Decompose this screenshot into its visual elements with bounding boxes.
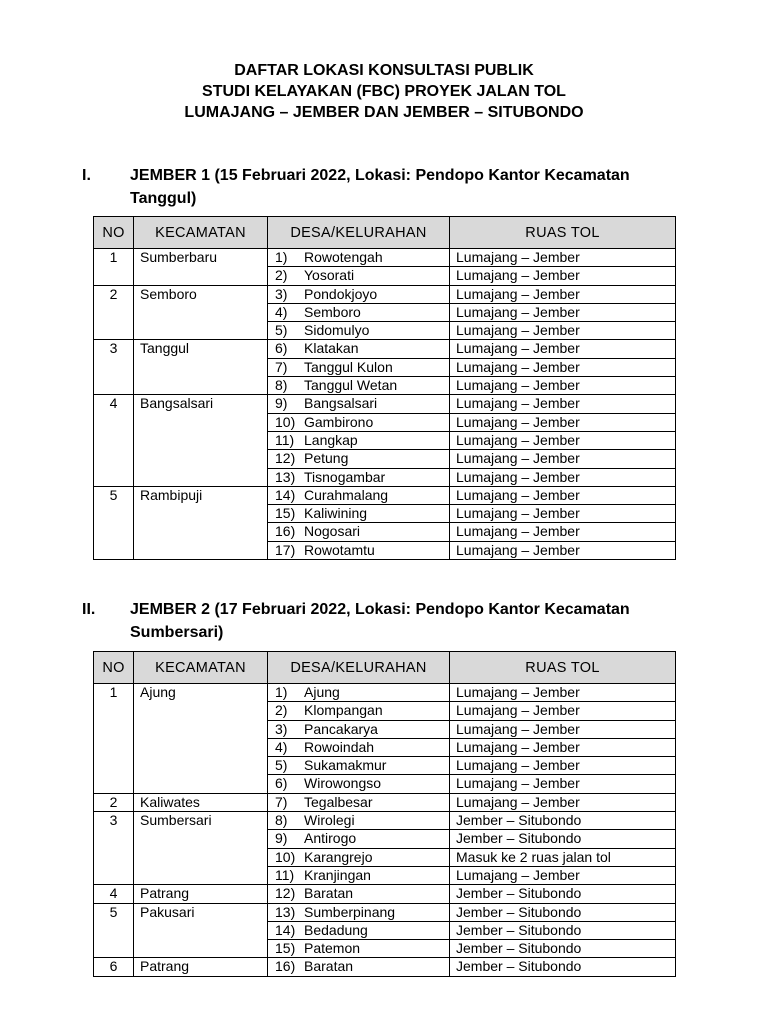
cell-no — [94, 757, 134, 775]
desa-index: 7) — [275, 358, 288, 375]
desa-name: Yosorati — [304, 267, 355, 284]
cell-desa — [268, 413, 450, 431]
desa-index: 4) — [275, 303, 288, 320]
desa-index: 6) — [275, 340, 288, 357]
section-number: I. — [82, 167, 91, 184]
desa-name: Pondokjoyo — [304, 285, 378, 302]
table-row — [94, 775, 676, 793]
col-header-desa: DESA/KELURAHAN — [268, 217, 450, 249]
table-row — [94, 958, 676, 976]
desa-index: 10) — [275, 413, 296, 430]
cell-desa — [268, 720, 450, 738]
desa-name: Tanggul Kulon — [304, 358, 393, 375]
cell-no: 1 — [94, 684, 134, 702]
cell-desa — [268, 523, 450, 541]
section-number: II. — [82, 601, 96, 618]
desa-name: Wirolegi — [304, 812, 355, 829]
cell-no: 2 — [94, 793, 134, 811]
cell-kecamatan — [134, 267, 268, 285]
cell-ruas-tol: Lumajang – Jember — [450, 468, 676, 486]
table-row — [94, 738, 676, 756]
desa-index: 4) — [275, 738, 288, 755]
cell-desa — [268, 848, 450, 866]
cell-desa — [268, 267, 450, 285]
table-row — [94, 303, 676, 321]
desa-name: Langkap — [304, 431, 358, 448]
cell-no: 2 — [94, 285, 134, 303]
desa-index: 15) — [275, 505, 296, 522]
cell-no — [94, 738, 134, 756]
cell-no — [94, 431, 134, 449]
document-title — [0, 60, 768, 123]
desa-name: Sukamakmur — [304, 757, 387, 774]
table-row — [94, 358, 676, 376]
cell-kecamatan — [134, 431, 268, 449]
cell-ruas-tol: Lumajang – Jember — [450, 775, 676, 793]
cell-kecamatan — [134, 450, 268, 468]
cell-ruas-tol: Lumajang – Jember — [450, 702, 676, 720]
desa-index: 8) — [275, 812, 288, 829]
cell-no — [94, 505, 134, 523]
cell-desa — [268, 541, 450, 559]
cell-kecamatan — [134, 738, 268, 756]
cell-desa — [268, 684, 450, 702]
cell-ruas-tol: Lumajang – Jember — [450, 358, 676, 376]
cell-desa — [268, 322, 450, 340]
col-header-kecamatan: KECAMATAN — [134, 217, 268, 249]
desa-index: 15) — [275, 940, 296, 957]
table-row — [94, 486, 676, 504]
cell-desa — [268, 395, 450, 413]
desa-index: 16) — [275, 958, 296, 975]
location-table-2 — [93, 651, 676, 977]
cell-kecamatan — [134, 702, 268, 720]
cell-kecamatan — [134, 358, 268, 376]
cell-kecamatan — [134, 505, 268, 523]
cell-kecamatan — [134, 940, 268, 958]
cell-desa — [268, 340, 450, 358]
location-table-1 — [93, 216, 676, 560]
cell-desa — [268, 757, 450, 775]
cell-kecamatan — [134, 322, 268, 340]
cell-ruas-tol: Jember – Situbondo — [450, 921, 676, 939]
cell-ruas-tol: Lumajang – Jember — [450, 322, 676, 340]
table-row — [94, 921, 676, 939]
desa-name: Tanggul Wetan — [304, 377, 398, 394]
cell-no: 5 — [94, 486, 134, 504]
desa-index: 9) — [275, 395, 288, 412]
cell-no — [94, 541, 134, 559]
table-body-1 — [94, 249, 676, 560]
table-row — [94, 848, 676, 866]
table-row — [94, 885, 676, 903]
cell-desa — [268, 830, 450, 848]
cell-ruas-tol: Lumajang – Jember — [450, 395, 676, 413]
table-header-row — [94, 217, 676, 249]
desa-name: Pancakarya — [304, 720, 378, 737]
table-row — [94, 903, 676, 921]
desa-name: Bedadung — [304, 921, 368, 938]
cell-no — [94, 866, 134, 884]
cell-kecamatan — [134, 720, 268, 738]
cell-ruas-tol: Lumajang – Jember — [450, 285, 676, 303]
cell-desa — [268, 431, 450, 449]
cell-kecamatan — [134, 848, 268, 866]
desa-index: 14) — [275, 921, 296, 938]
cell-kecamatan: Kaliwates — [134, 793, 268, 811]
cell-ruas-tol: Lumajang – Jember — [450, 720, 676, 738]
cell-desa — [268, 303, 450, 321]
desa-index: 5) — [275, 322, 288, 339]
cell-ruas-tol: Lumajang – Jember — [450, 413, 676, 431]
cell-no: 3 — [94, 340, 134, 358]
cell-ruas-tol: Lumajang – Jember — [450, 866, 676, 884]
desa-index: 7) — [275, 793, 288, 810]
desa-name: Curahmalang — [304, 486, 389, 503]
desa-name: Semboro — [304, 303, 361, 320]
cell-desa — [268, 377, 450, 395]
cell-no — [94, 720, 134, 738]
desa-name: Klatakan — [304, 340, 359, 357]
section-title: JEMBER 2 (17 Februari 2022, Lokasi: Pendopo Kantor Kecamatan Sumbersari) — [130, 601, 630, 641]
cell-desa — [268, 486, 450, 504]
cell-ruas-tol: Lumajang – Jember — [450, 793, 676, 811]
cell-desa — [268, 958, 450, 976]
cell-no — [94, 830, 134, 848]
cell-ruas-tol: Lumajang – Jember — [450, 249, 676, 267]
cell-ruas-tol: Jember – Situbondo — [450, 958, 676, 976]
cell-kecamatan — [134, 523, 268, 541]
desa-name: Tegalbesar — [304, 793, 373, 810]
desa-name: Klompangan — [304, 702, 383, 719]
desa-name: Patemon — [304, 940, 361, 957]
table-row — [94, 413, 676, 431]
cell-no — [94, 940, 134, 958]
cell-no — [94, 921, 134, 939]
cell-kecamatan: Ajung — [134, 684, 268, 702]
cell-desa — [268, 450, 450, 468]
table-row — [94, 812, 676, 830]
table-body-2 — [94, 684, 676, 977]
cell-kecamatan — [134, 303, 268, 321]
cell-no — [94, 523, 134, 541]
table-row — [94, 720, 676, 738]
col-header-desa: DESA/KELURAHAN — [268, 652, 450, 684]
desa-name: Rowotamtu — [304, 541, 375, 558]
desa-index: 16) — [275, 523, 296, 540]
desa-index: 10) — [275, 848, 296, 865]
cell-kecamatan: Sumberbaru — [134, 249, 268, 267]
desa-name: Ajung — [304, 684, 340, 700]
desa-index: 14) — [275, 486, 296, 503]
desa-name: Petung — [304, 450, 349, 467]
col-header-no: NO — [94, 652, 134, 684]
table-row — [94, 684, 676, 702]
cell-desa — [268, 249, 450, 267]
desa-index: 12) — [275, 450, 296, 467]
col-header-no: NO — [94, 217, 134, 249]
table-row — [94, 793, 676, 811]
cell-desa — [268, 285, 450, 303]
desa-index: 2) — [275, 267, 288, 284]
cell-ruas-tol: Lumajang – Jember — [450, 340, 676, 358]
section-title: JEMBER 1 (15 Februari 2022, Lokasi: Pendopo Kantor Kecamatan Tanggul) — [130, 167, 630, 207]
table-row — [94, 940, 676, 958]
cell-no — [94, 322, 134, 340]
cell-ruas-tol: Jember – Situbondo — [450, 940, 676, 958]
cell-ruas-tol: Jember – Situbondo — [450, 830, 676, 848]
desa-name: Tisnogambar — [304, 468, 386, 485]
desa-name: Bangsalsari — [304, 395, 378, 412]
cell-kecamatan — [134, 377, 268, 395]
cell-kecamatan: Rambipuji — [134, 486, 268, 504]
col-header-kecamatan: KECAMATAN — [134, 652, 268, 684]
desa-name: Nogosari — [304, 523, 361, 540]
cell-kecamatan — [134, 757, 268, 775]
cell-no: 1 — [94, 249, 134, 267]
desa-index: 1) — [275, 249, 288, 265]
table-row — [94, 267, 676, 285]
desa-name: Kranjingan — [304, 866, 371, 883]
cell-no: 3 — [94, 812, 134, 830]
desa-index: 13) — [275, 903, 296, 920]
desa-index: 11) — [275, 866, 295, 883]
cell-desa — [268, 702, 450, 720]
cell-ruas-tol: Lumajang – Jember — [450, 523, 676, 541]
cell-kecamatan — [134, 866, 268, 884]
table-row — [94, 541, 676, 559]
desa-name: Karangrejo — [304, 848, 373, 865]
cell-desa — [268, 812, 450, 830]
desa-name: Kaliwining — [304, 505, 368, 522]
table-row — [94, 340, 676, 358]
cell-desa — [268, 903, 450, 921]
cell-ruas-tol: Masuk ke 2 ruas jalan tol — [450, 848, 676, 866]
desa-name: Sidomulyo — [304, 322, 370, 339]
cell-ruas-tol: Lumajang – Jember — [450, 486, 676, 504]
cell-no — [94, 413, 134, 431]
desa-name: Wirowongso — [304, 775, 382, 792]
cell-kecamatan — [134, 921, 268, 939]
cell-desa — [268, 775, 450, 793]
cell-desa — [268, 738, 450, 756]
cell-desa — [268, 505, 450, 523]
cell-no — [94, 848, 134, 866]
cell-ruas-tol: Lumajang – Jember — [450, 431, 676, 449]
cell-kecamatan: Tanggul — [134, 340, 268, 358]
desa-name: Rowoindah — [304, 738, 375, 755]
table-row — [94, 450, 676, 468]
cell-ruas-tol: Lumajang – Jember — [450, 684, 676, 702]
cell-kecamatan: Sumbersari — [134, 812, 268, 830]
cell-desa — [268, 940, 450, 958]
cell-no: 5 — [94, 903, 134, 921]
cell-ruas-tol: Lumajang – Jember — [450, 757, 676, 775]
table-row — [94, 431, 676, 449]
desa-name: Sumberpinang — [304, 903, 396, 920]
cell-no — [94, 377, 134, 395]
cell-no — [94, 267, 134, 285]
table-header-row — [94, 652, 676, 684]
cell-kecamatan: Patrang — [134, 958, 268, 976]
cell-desa — [268, 468, 450, 486]
cell-ruas-tol: Jember – Situbondo — [450, 812, 676, 830]
cell-no — [94, 702, 134, 720]
desa-name: Baratan — [304, 958, 354, 975]
title-line-1: DAFTAR LOKASI KONSULTASI PUBLIK — [234, 62, 534, 79]
cell-no — [94, 358, 134, 376]
title-line-3: LUMAJANG – JEMBER DAN JEMBER – SITUBONDO — [184, 104, 584, 121]
cell-ruas-tol: Lumajang – Jember — [450, 541, 676, 559]
cell-ruas-tol: Lumajang – Jember — [450, 450, 676, 468]
table-row — [94, 377, 676, 395]
cell-no: 4 — [94, 885, 134, 903]
cell-kecamatan: Semboro — [134, 285, 268, 303]
table-row — [94, 468, 676, 486]
desa-name: Baratan — [304, 885, 354, 902]
cell-no — [94, 303, 134, 321]
cell-kecamatan — [134, 830, 268, 848]
desa-index: 11) — [275, 431, 295, 448]
col-header-ruas: RUAS TOL — [450, 652, 676, 684]
table-row — [94, 830, 676, 848]
table-row — [94, 702, 676, 720]
desa-index: 17) — [275, 541, 296, 558]
desa-index: 1) — [275, 684, 288, 700]
cell-ruas-tol: Lumajang – Jember — [450, 505, 676, 523]
cell-kecamatan — [134, 541, 268, 559]
desa-index: 9) — [275, 830, 288, 847]
cell-kecamatan: Bangsalsari — [134, 395, 268, 413]
cell-ruas-tol: Jember – Situbondo — [450, 885, 676, 903]
table-row — [94, 757, 676, 775]
title-line-2: STUDI KELAYAKAN (FBC) PROYEK JALAN TOL — [202, 83, 566, 100]
desa-name: Rowotengah — [304, 249, 383, 265]
cell-ruas-tol: Lumajang – Jember — [450, 267, 676, 285]
desa-index: 2) — [275, 702, 288, 719]
desa-index: 3) — [275, 720, 288, 737]
cell-ruas-tol: Lumajang – Jember — [450, 377, 676, 395]
table-row — [94, 395, 676, 413]
table-row — [94, 322, 676, 340]
cell-kecamatan — [134, 468, 268, 486]
table-row — [94, 285, 676, 303]
desa-index: 5) — [275, 757, 288, 774]
cell-desa — [268, 866, 450, 884]
desa-index: 13) — [275, 468, 296, 485]
cell-kecamatan: Pakusari — [134, 903, 268, 921]
cell-no — [94, 775, 134, 793]
cell-desa — [268, 921, 450, 939]
cell-kecamatan — [134, 413, 268, 431]
desa-index: 6) — [275, 775, 288, 792]
desa-index: 3) — [275, 285, 288, 302]
table-row — [94, 523, 676, 541]
cell-ruas-tol: Lumajang – Jember — [450, 738, 676, 756]
col-header-ruas: RUAS TOL — [450, 217, 676, 249]
desa-index: 12) — [275, 885, 296, 902]
cell-no: 6 — [94, 958, 134, 976]
desa-name: Antirogo — [304, 830, 357, 847]
cell-ruas-tol: Lumajang – Jember — [450, 303, 676, 321]
table-row — [94, 249, 676, 267]
table-row — [94, 866, 676, 884]
cell-ruas-tol: Jember – Situbondo — [450, 903, 676, 921]
desa-index: 8) — [275, 377, 288, 394]
cell-kecamatan — [134, 775, 268, 793]
cell-kecamatan: Patrang — [134, 885, 268, 903]
cell-desa — [268, 358, 450, 376]
cell-desa — [268, 885, 450, 903]
desa-name: Gambirono — [304, 413, 374, 430]
cell-desa — [268, 793, 450, 811]
cell-no — [94, 468, 134, 486]
cell-no: 4 — [94, 395, 134, 413]
table-row — [94, 505, 676, 523]
cell-no — [94, 450, 134, 468]
